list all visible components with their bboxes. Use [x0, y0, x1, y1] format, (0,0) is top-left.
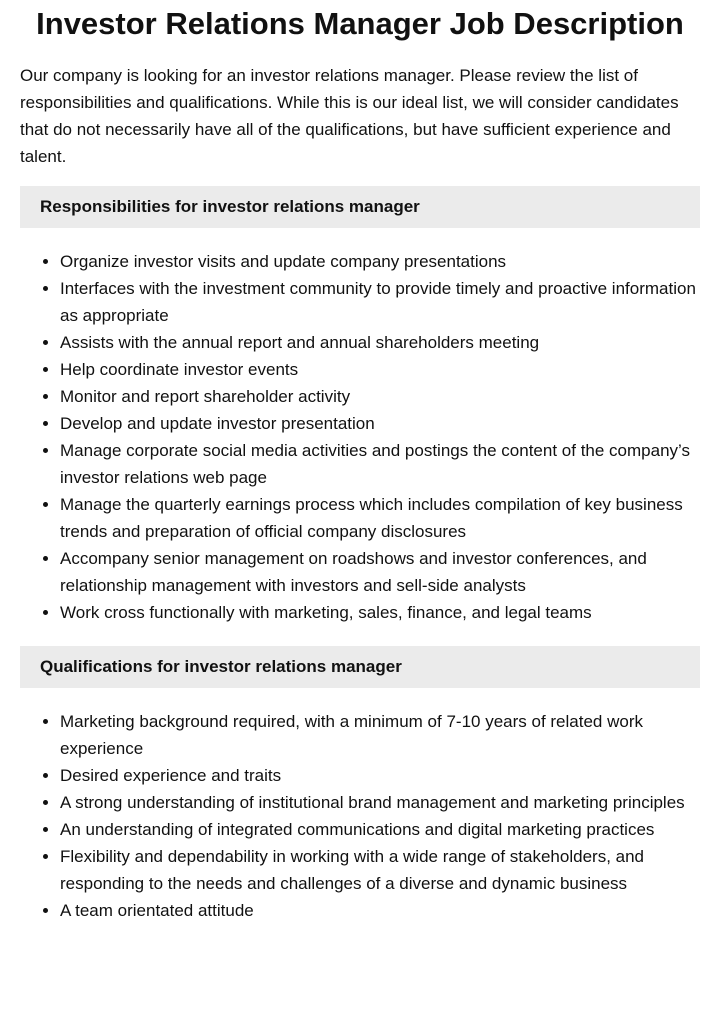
list-item: • Manage corporate social media activities and postings the content of the company’s investor relations web page	[60, 437, 700, 491]
list-item: • Organize investor visits and update company presentations	[60, 248, 700, 275]
list-item: • Flexibility and dependability in working with a wide range of stakeholders, and responding to the needs and challenges of a diverse and dynamic business	[60, 843, 700, 897]
intro-paragraph: Our company is looking for an investor relations manager. Please review the list of responsibilities and qualifications. While this is our ideal list, we will consider candidates that do not necessarily have all of the qualifications, but have sufficient experience and talent.	[20, 66, 679, 166]
list-item: • Monitor and report shareholder activity	[60, 383, 700, 410]
list-item: • Manage the quarterly earnings process which includes compilation of key business trends and preparation of official company disclosures	[60, 491, 700, 545]
list-item: • A strong understanding of institutional brand management and marketing principles	[60, 789, 700, 816]
qualifications-heading: Qualifications for investor relations manager	[20, 646, 700, 688]
list-item: • Interfaces with the investment community to provide timely and proactive information as appropriate	[60, 275, 700, 329]
list-item: • A team orientated attitude	[60, 897, 700, 924]
qualifications-list	[20, 708, 700, 924]
list-item: • Work cross functionally with marketing, sales, finance, and legal teams	[60, 599, 700, 626]
list-item: • Develop and update investor presentation	[60, 410, 700, 437]
list-item: • Accompany senior management on roadshows and investor conferences, and relationship management with investors and sell-side analysts	[60, 545, 700, 599]
list-item: • An understanding of integrated communications and digital marketing practices	[60, 816, 700, 843]
page-title: Investor Relations Manager Job Description	[36, 6, 684, 41]
list-item: • Marketing background required, with a minimum of 7-10 years of related work experience	[60, 708, 700, 762]
list-item: • Help coordinate investor events	[60, 356, 700, 383]
responsibilities-list	[20, 248, 700, 626]
list-item: • Desired experience and traits	[60, 762, 700, 789]
responsibilities-heading: Responsibilities for investor relations manager	[20, 186, 700, 228]
list-item: • Assists with the annual report and annual shareholders meeting	[60, 329, 700, 356]
